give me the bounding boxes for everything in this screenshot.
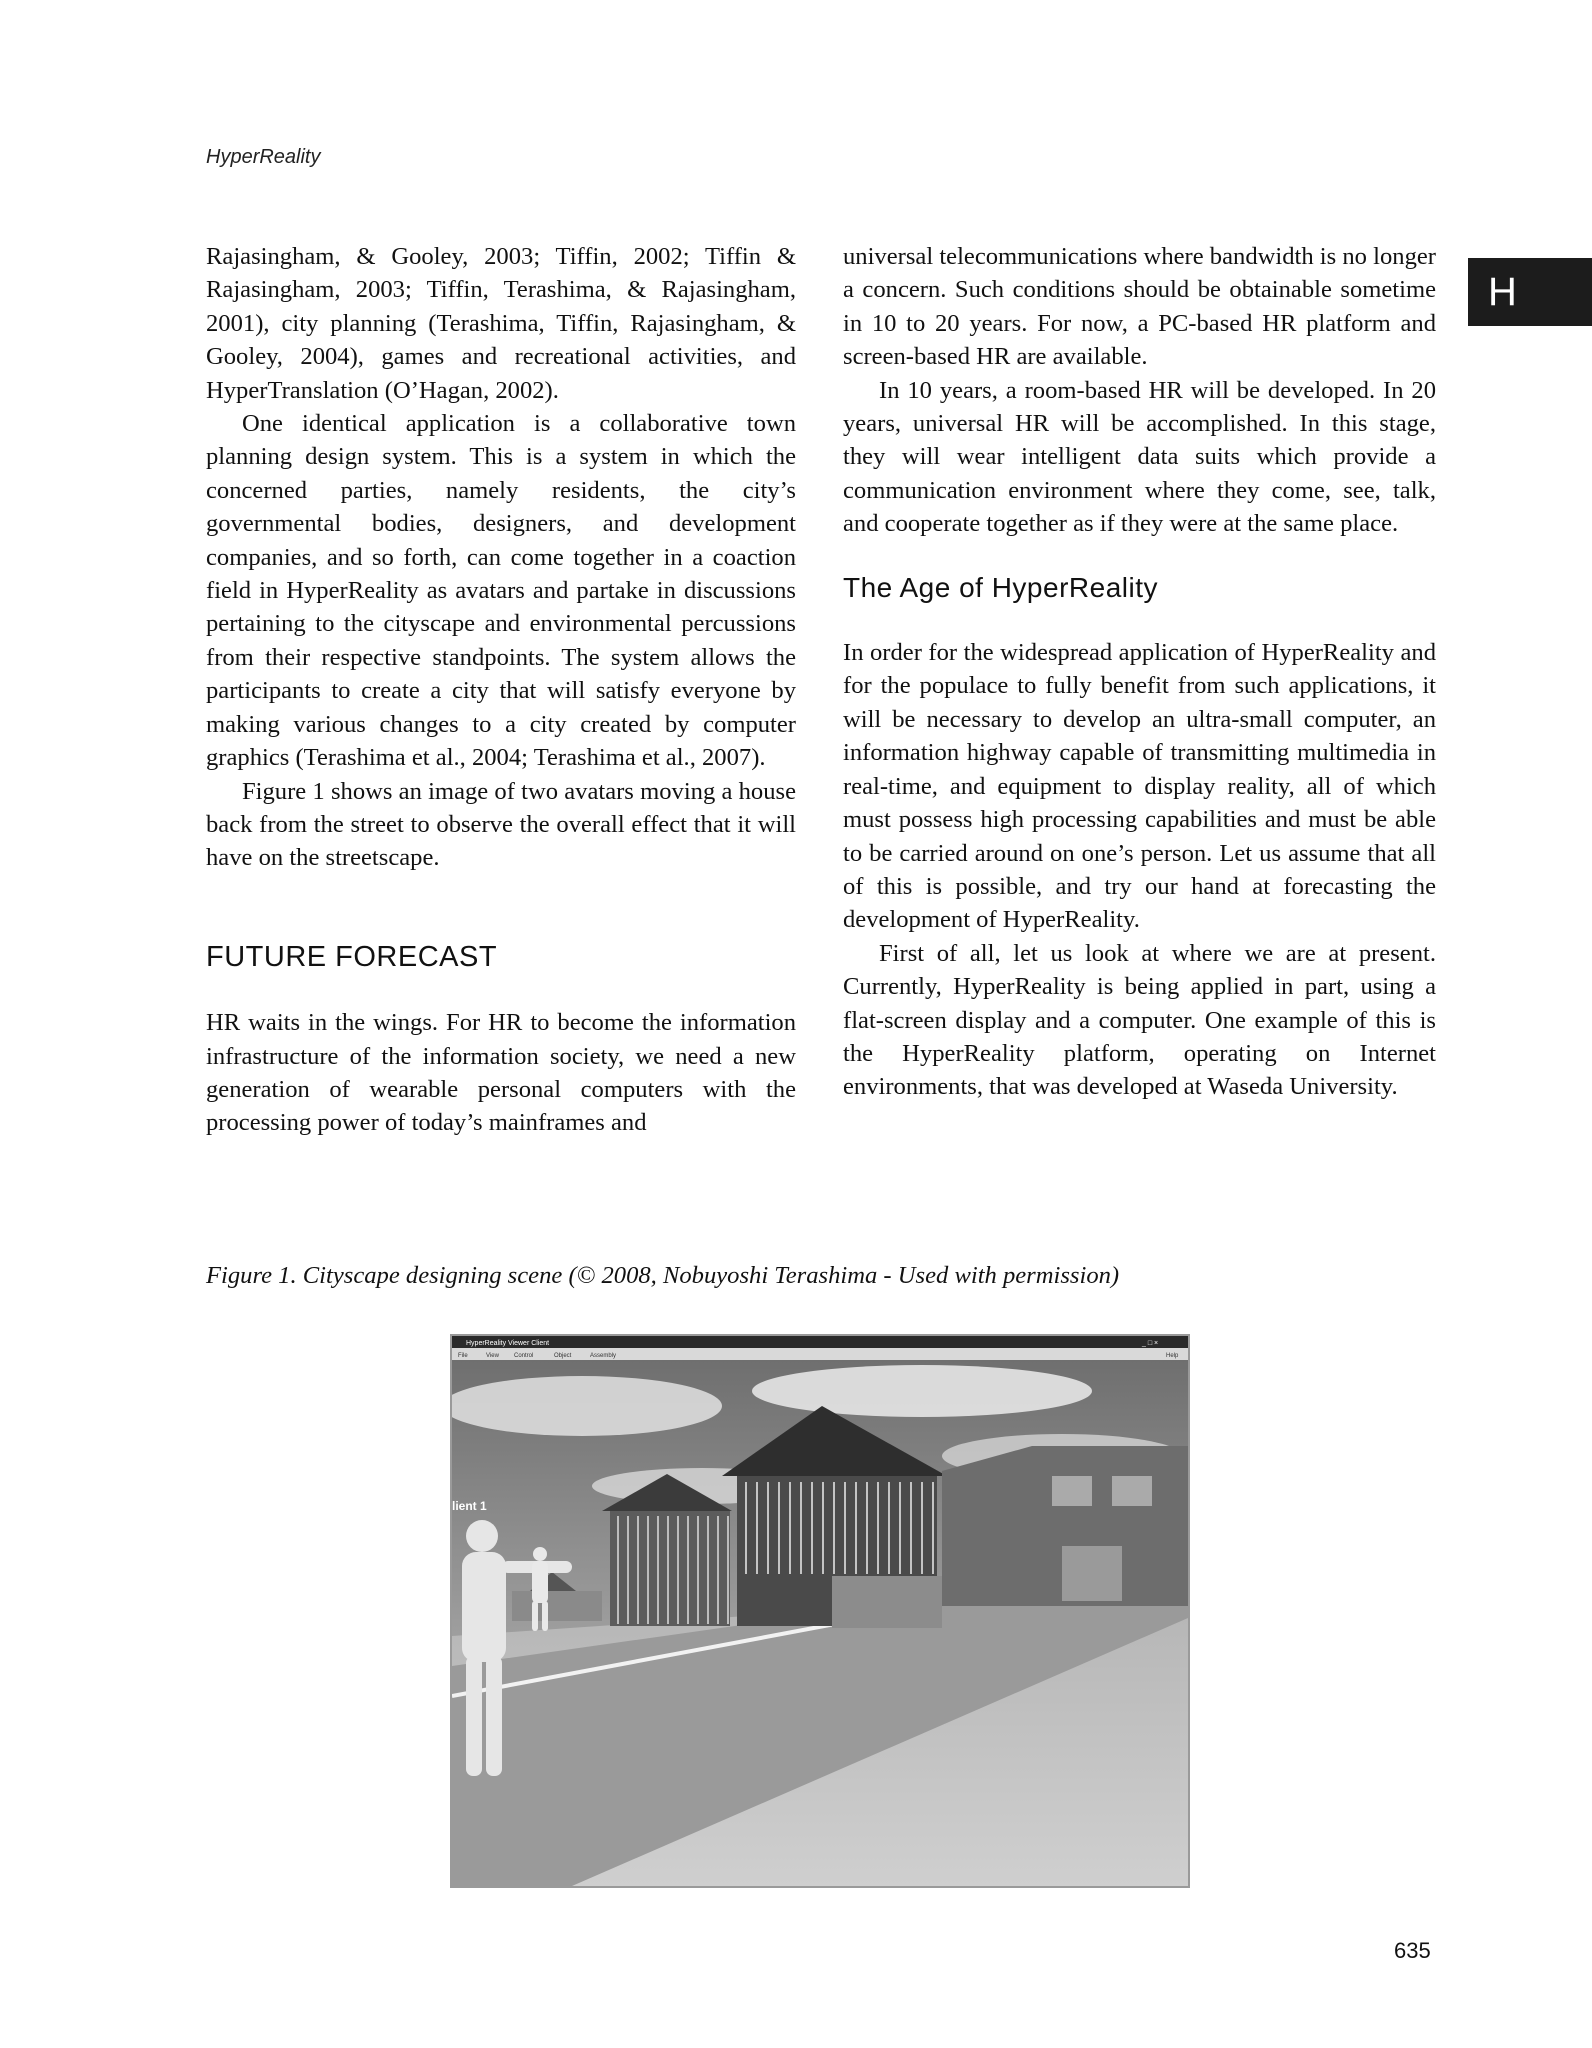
window-controls: _ □ × xyxy=(1142,1340,1159,1347)
left-paragraph-4: HR waits in the wings. For HR to become the information infrastructure of the information society, we need a new generation of wearable personal computers with the processing power of today’s mainframes and xyxy=(206,1009,796,1137)
left-paragraph-2: One identical application is a collaborative town planning design system. This is a system in which the concerned parties, namely residents, the city’s governmental bodies, designers, and development companies, and so forth, can come together in a coaction field in HyperReality as avatars and partake in discussions pertaining to the cityscape and environmental percussions from their respective standpoints. The system allows the participants to create a city that will satisfy everyone by making various changes to a city created by computer graphics (Terashima et al., 2004; Terashima et al., 2007). xyxy=(206,410,796,772)
section-heading-age-of-hyperreality: The Age of HyperReality xyxy=(843,571,1158,603)
cloud xyxy=(752,1365,1092,1417)
building-window xyxy=(1052,1476,1092,1506)
house-wall xyxy=(832,1576,942,1628)
menu-help: Help xyxy=(1166,1353,1179,1359)
running-head: HyperReality xyxy=(206,146,321,168)
right-column xyxy=(843,240,1436,1104)
figure-caption: Figure 1. Cityscape designing scene (© 2008, Nobuyoshi Terashima - Used with permission) xyxy=(206,1262,1120,1289)
scene-label: lient 1 xyxy=(452,1499,487,1513)
garage-door xyxy=(1062,1546,1122,1601)
menu-item[interactable]: View xyxy=(486,1353,499,1359)
page-number: 635 xyxy=(1394,1938,1431,1963)
menu-item[interactable]: Control xyxy=(514,1353,534,1359)
menu-item[interactable]: Object xyxy=(554,1353,572,1359)
figure-screenshot xyxy=(450,1334,1190,1888)
right-paragraph-1: universal telecommunications where bandwidth is no longer a concern. Such conditions should be obtainable sometime in 10 to 20 years. For now, a PC-based HR platform and screen-based HR are available. xyxy=(843,243,1436,371)
right-paragraph-2: In 10 years, a room-based HR will be developed. In 20 years, universal HR will be accomplished. In this stage, they will wear intelligent data suits which provide a communication environment where they come, see, talk, and cooperate together as if they were at the same place. xyxy=(843,376,1436,538)
window-title: HyperReality Viewer Client xyxy=(466,1340,550,1347)
cloud xyxy=(452,1376,722,1436)
background-house xyxy=(512,1591,602,1621)
section-heading-future-forecast: FUTURE FORECAST xyxy=(206,940,498,973)
menu-item[interactable]: Assembly xyxy=(590,1353,617,1359)
left-paragraph-3: Figure 1 shows an image of two avatars moving a house back from the street to observe the overall effect that it will have on the streetscape. xyxy=(206,777,796,872)
section-thumb-tab: H xyxy=(1468,258,1592,326)
window-title-bar xyxy=(452,1336,1188,1348)
right-paragraph-3: In order for the widespread application of HyperReality and for the populace to fully benefit from such applications, it will be necessary to develop an ultra-small computer, an information highway capable of transmitting multimedia in real-time, and equipment to display reality, all of which must possess high processing capabilities and must be able to be carried around on one’s person. Let us assume that all of this is possible, and try our hand at forecasting the development of HyperReality. xyxy=(843,639,1436,934)
left-paragraph-1: Rajasingham, & Gooley, 2003; Tiffin, 2002; Tiffin & Rajasingham, 2003; Tiffin, Terashima, & Rajasingham, 2001), city planning (Terashima, Tiffin, Rajasingham, & Gooley, 2004), games and recreational activities, and HyperTranslation (O’Hagan, 2002). xyxy=(206,243,796,404)
left-column xyxy=(206,240,796,1140)
menu-item[interactable]: File xyxy=(458,1353,468,1359)
right-paragraph-4: First of all, let us look at where we are at present. Currently, HyperReality is being applied in part, using a flat-screen display and a computer. One example of this is the HyperReality platform, operating on Internet environments, that was developed at Waseda University. xyxy=(843,939,1436,1101)
building-window xyxy=(1112,1476,1152,1506)
